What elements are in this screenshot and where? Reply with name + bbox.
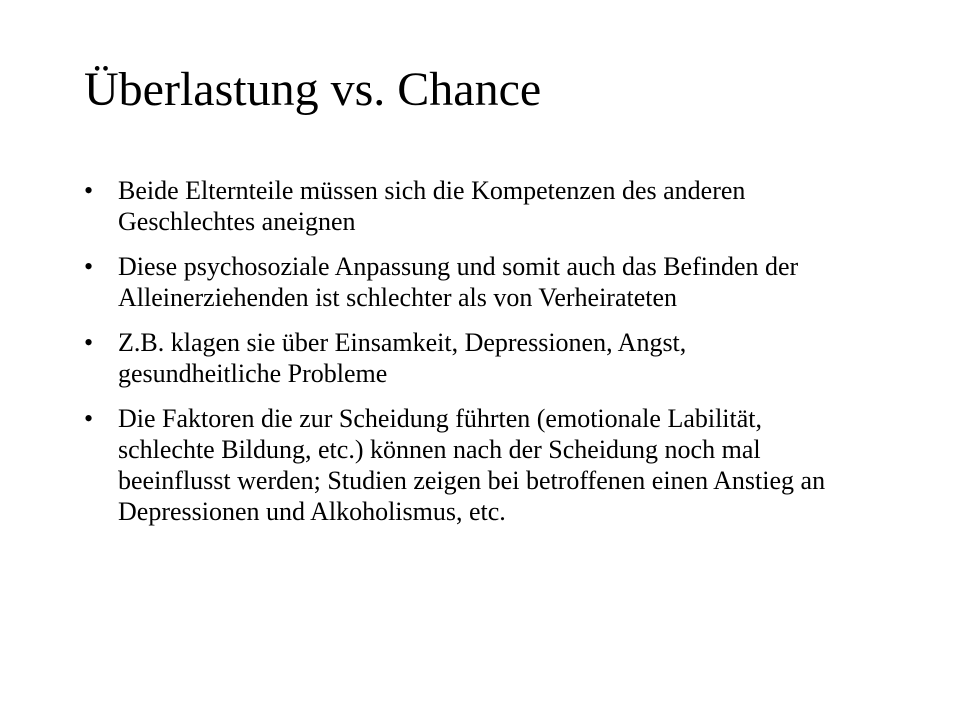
bullet-item-4 [84,403,844,527]
bullet-text: Die Faktoren die zur Scheidung führten (emotionale Labilität, schlechte Bildung, etc.) können nach der Scheidung noch mal beeinflusst werden; Studien zeigen bei betroffenen einen Anstieg an Depressionen und Alkoholismus, etc. [118,404,826,526]
bullet-icon: • [84,176,94,205]
bullet-item-2 [84,251,844,313]
bullet-list [84,175,844,541]
bullet-text: Z.B. klagen sie über Einsamkeit, Depressionen, Angst, gesundheitliche Probleme [118,328,687,388]
bullet-item-1 [84,175,844,237]
bullet-icon: • [84,328,94,357]
bullet-text: Diese psychosoziale Anpassung und somit auch das Befinden der Alleinerziehenden ist schlechter als von Verheirateten [118,252,799,312]
bullet-icon: • [84,252,94,281]
bullet-icon: • [84,404,94,433]
bullet-text: Beide Elternteile müssen sich die Kompetenzen des anderen Geschlechtes aneignen [118,176,746,236]
slide-title: Überlastung vs. Chance [84,63,542,116]
bullet-item-3 [84,327,844,389]
